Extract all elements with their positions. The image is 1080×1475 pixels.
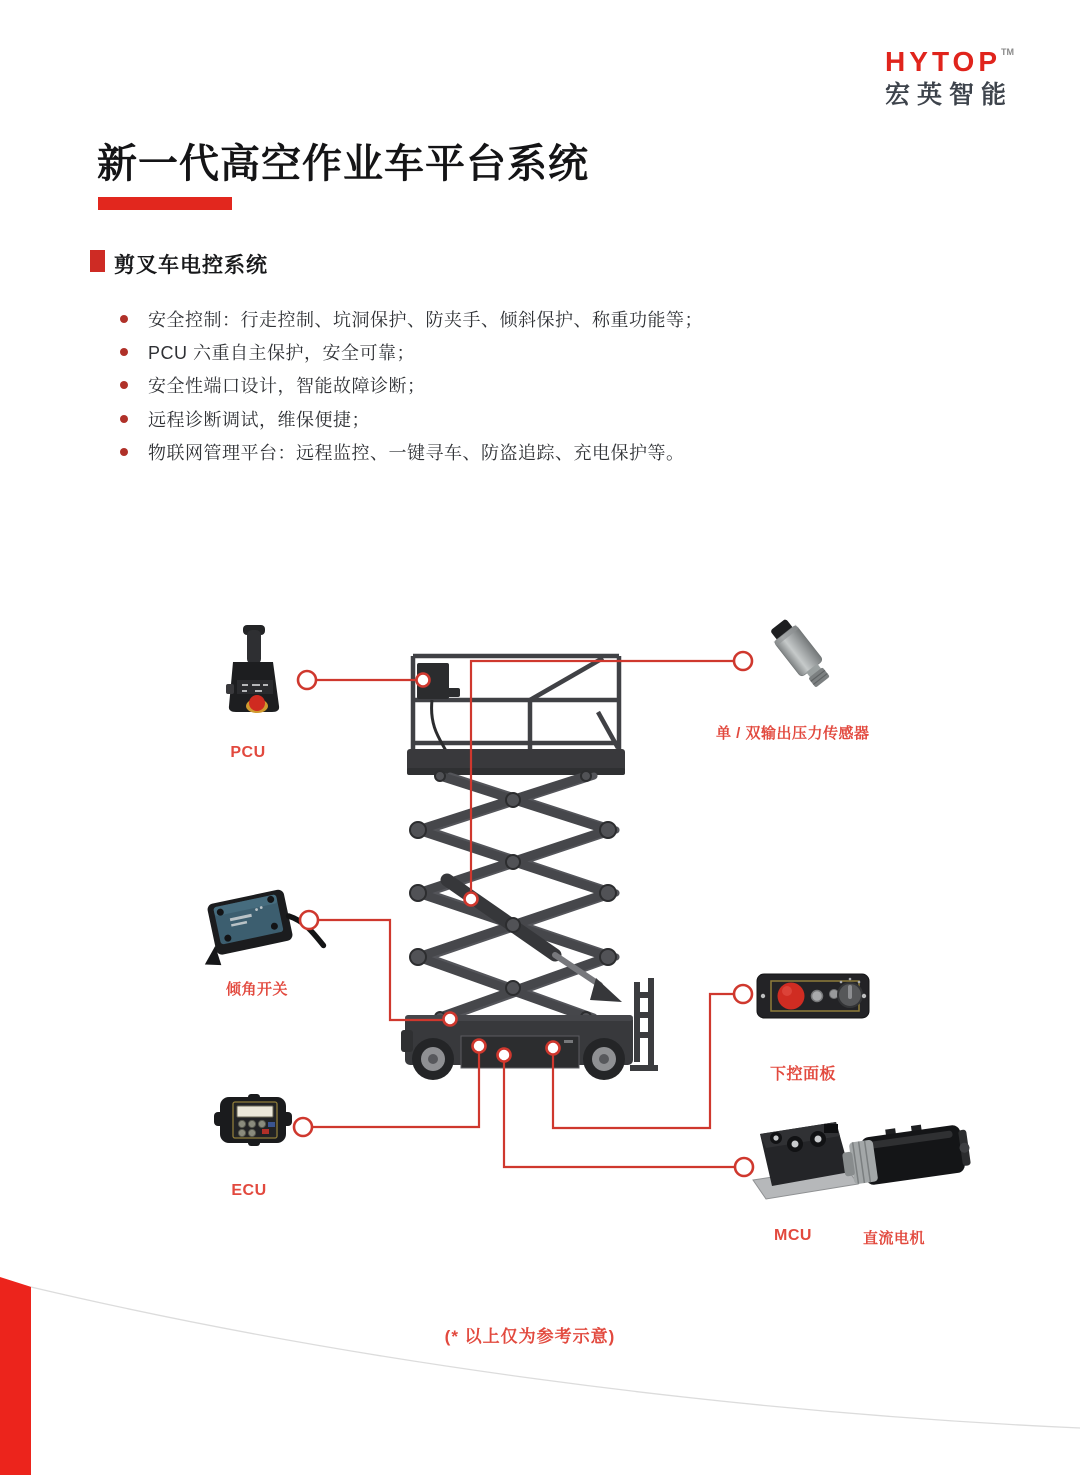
bullet-text: 安全控制：行走控制、坑洞保护、防夹手、倾斜保护、称重功能等； [148, 309, 703, 330]
bullet-text: 物联网管理平台：远程监控、一键寻车、防盗追踪、充电保护等。 [148, 443, 685, 464]
bullet-item [120, 436, 703, 469]
chassis-bumper [401, 1030, 413, 1052]
diagram-footnote: (* 以上仅为参考示意) [444, 1327, 616, 1346]
bottom-left-red-ribbon [0, 1277, 31, 1475]
scissor-lift-illustration [401, 656, 658, 1080]
bullet-dot-icon [120, 415, 128, 423]
platform-control-box-arm [447, 688, 460, 697]
bottom-curve-decor [0, 1270, 1080, 1475]
feature-bullet-list [120, 302, 703, 469]
label-lower-control-panel: 下控面板 [769, 1066, 836, 1083]
label-mcu: MCU [774, 1227, 812, 1244]
chassis-ladder [630, 978, 658, 1068]
callout-pcu [298, 671, 430, 689]
bullet-dot-icon [120, 381, 128, 389]
trademark-mark: TM [1001, 47, 1014, 57]
bullet-item [120, 335, 703, 368]
label-tilt-switch: 倾角开关 [225, 981, 288, 998]
title-underline-bar [98, 197, 232, 210]
bullet-text: 安全性端口设计，智能故障诊断； [148, 376, 426, 397]
brand-company-name: 宏英智能 [885, 81, 1014, 109]
bullet-item [120, 369, 703, 402]
page-title: 新一代高空作业车平台系统 [97, 142, 589, 186]
bullet-text: PCU 六重自主保护，安全可靠； [148, 343, 416, 364]
callout-tilt-switch [300, 911, 457, 1026]
pcu-image [226, 625, 279, 713]
label-dc-motor: 直流电机 [862, 1230, 925, 1247]
mcu-image [753, 1122, 858, 1199]
callout-lines [294, 652, 753, 1176]
system-diagram [0, 600, 1080, 1275]
bullet-dot-icon [120, 348, 128, 356]
bullet-item [120, 402, 703, 435]
brand-logo [885, 48, 1014, 108]
bullet-dot-icon [120, 315, 128, 323]
chassis-panel-latch [564, 1040, 573, 1043]
bullet-text: 远程诊断调试，维保便捷； [148, 409, 370, 430]
label-pressure-sensor: 单 / 双输出压力传感器 [716, 725, 870, 742]
section-title: 剪叉车电控系统 [114, 254, 268, 277]
label-ecu: ECU [231, 1182, 267, 1199]
bullet-dot-icon [120, 448, 128, 456]
section-marker [90, 250, 105, 272]
lower-control-panel-image [757, 974, 869, 1018]
ecu-image [214, 1094, 292, 1146]
dc-motor-image [840, 1118, 973, 1188]
pressure-sensor-image [767, 616, 834, 691]
bullet-item [120, 302, 703, 335]
brand-logo-text: HYTOP™ [885, 46, 1014, 77]
label-pcu: PCU [230, 744, 266, 761]
